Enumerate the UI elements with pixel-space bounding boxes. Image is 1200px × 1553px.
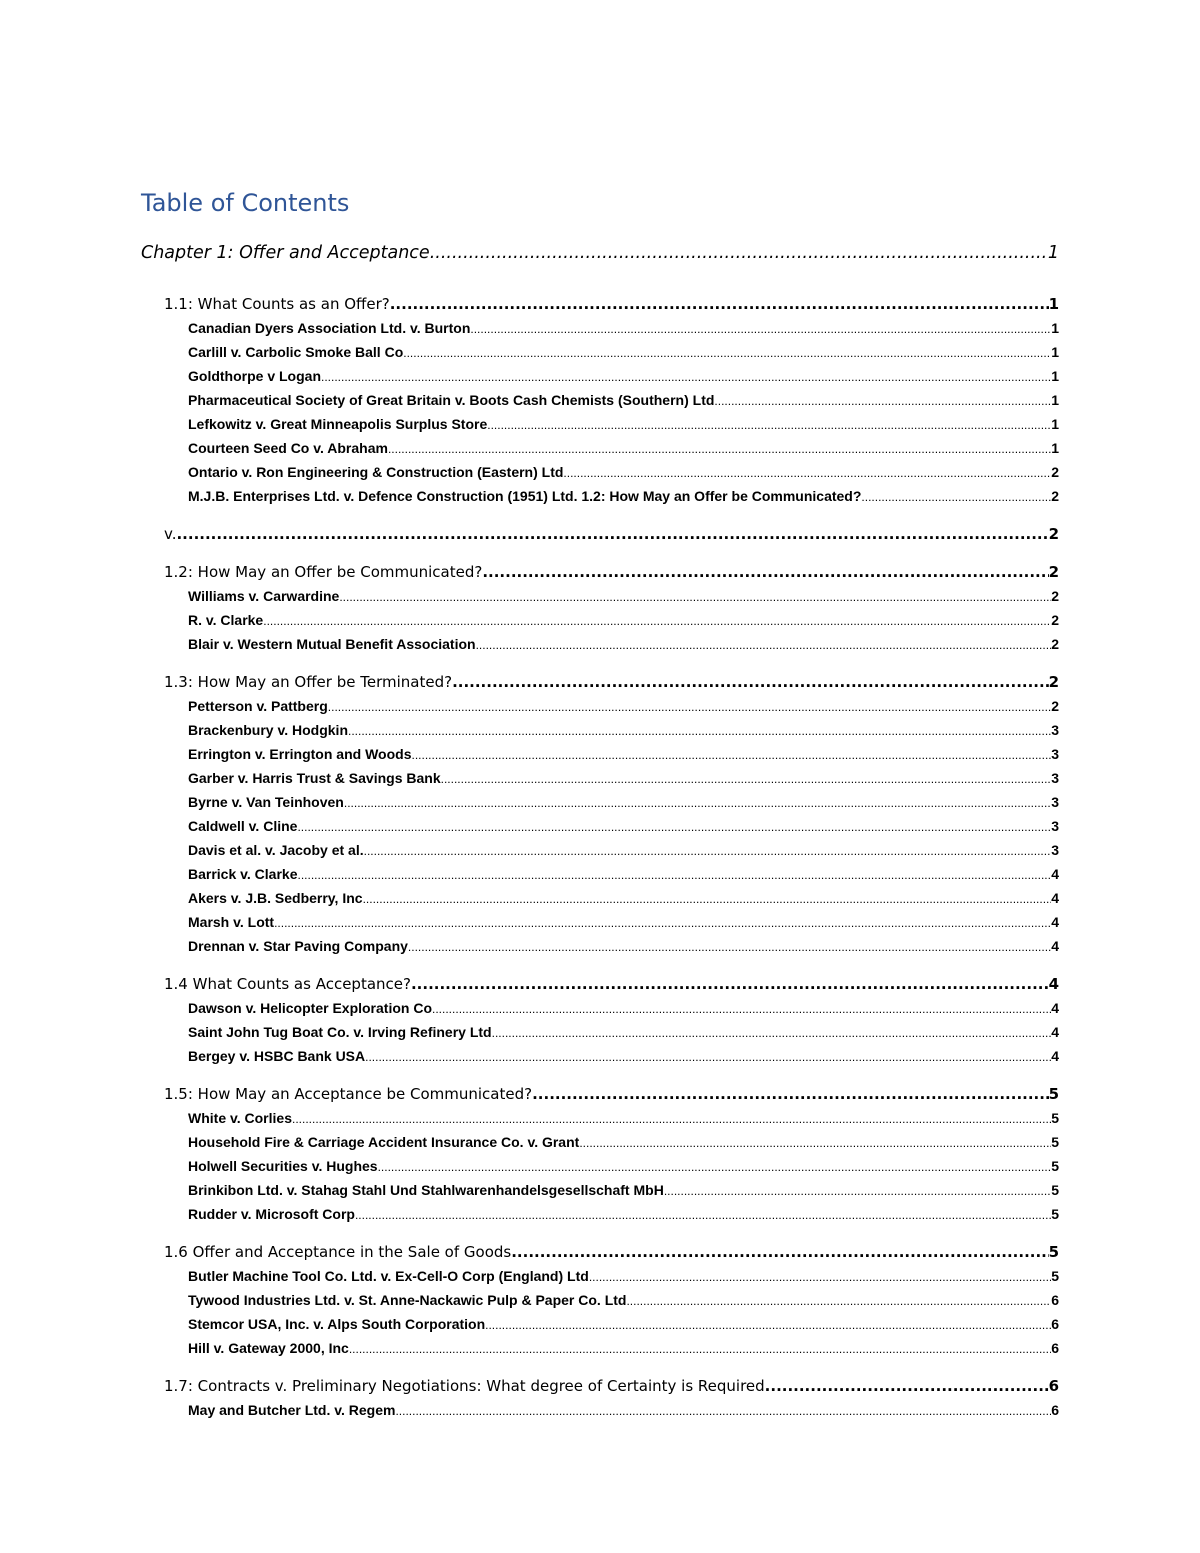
toc-case-entry[interactable] [141,1044,1059,1068]
toc-entry-page: 2 [1051,636,1059,652]
toc-entry-page: 3 [1051,722,1059,738]
toc-entry-label: Chapter 1: Offer and Acceptance [141,243,430,263]
toc-case-entry[interactable] [141,718,1059,742]
toc-entry-label: Saint John Tug Boat Co. v. Irving Refinery Ltd [188,1024,492,1040]
dot-leader [403,341,1051,364]
toc-entry-label: Brackenbury v. Hodgkin [188,722,349,738]
toc-section-group [141,292,1059,508]
toc-entry-label: Davis et al. v. Jacoby et al. [188,842,364,858]
toc-entry-label: Butler Machine Tool Co. Ltd. v. Ex-Cell-O Corp (England) Ltd [188,1268,589,1284]
toc-entry-label: Barrick v. Clarke [188,866,298,882]
dot-leader [411,972,1049,996]
toc-stray-entry[interactable] [141,522,1059,546]
dot-leader [408,935,1051,958]
toc-entry-page: 6 [1048,1377,1059,1395]
dot-leader [292,1107,1051,1130]
toc-entry-page: 1 [1051,392,1059,408]
toc-entry-label: Williams v. Carwardine [188,588,340,604]
toc-entry-label: v. [164,525,177,543]
dot-leader [328,695,1051,718]
dot-leader [395,1399,1051,1422]
toc-case-entry[interactable] [141,436,1059,460]
toc-entry-page: 2 [1048,673,1059,691]
dot-leader [482,560,1048,584]
toc-case-entry[interactable] [141,886,1059,910]
dot-leader [432,997,1051,1020]
dot-leader [664,1179,1051,1202]
toc-entry-label: Marsh v. Lott [188,914,275,930]
toc-entry-page: 1 [1051,320,1059,336]
toc-case-entry[interactable] [141,1398,1059,1422]
dot-leader [485,1313,1051,1336]
toc-entry-label: Blair v. Western Mutual Benefit Association [188,636,476,652]
toc-entry-label: Holwell Securities v. Hughes [188,1158,378,1174]
toc-case-entry[interactable] [141,790,1059,814]
dot-leader [297,863,1051,886]
toc-entry-page: 2 [1051,612,1059,628]
toc-entry-page: 4 [1051,890,1059,906]
dot-leader [476,633,1052,656]
toc-entry-label: Tywood Industries Ltd. v. St. Anne-Nackawic Pulp & Paper Co. Ltd [188,1292,627,1308]
toc-entry-label: 1.2: How May an Offer be Communicated? [164,563,483,581]
toc-section-entry[interactable] [141,1240,1059,1264]
toc-entry-page: 3 [1051,818,1059,834]
toc-case-entry[interactable] [141,412,1059,436]
toc-case-entry[interactable] [141,996,1059,1020]
dot-leader [411,743,1051,766]
toc-entry-label: 1.5: How May an Acceptance be Communicated? [164,1085,533,1103]
toc-entry-page: 4 [1051,1024,1059,1040]
toc-entry-page: 2 [1048,563,1059,581]
toc-entry-page: 5 [1051,1134,1059,1150]
toc-case-entry[interactable] [141,1154,1059,1178]
toc-case-entry[interactable] [141,1178,1059,1202]
toc-section-group [141,1240,1059,1360]
toc-entry-label: 1.4 What Counts as Acceptance? [164,975,411,993]
toc-entry-page: 1 [1051,416,1059,432]
toc-entry-page: 2 [1051,698,1059,714]
dot-leader [355,1203,1051,1226]
dot-leader [765,1374,1049,1398]
dot-leader [263,609,1051,632]
toc-case-entry[interactable] [141,694,1059,718]
toc-entry-page: 4 [1048,975,1059,993]
dot-leader [470,317,1051,340]
toc-entry-label: Petterson v. Pattberg [188,698,328,714]
toc-list [141,240,1059,1436]
toc-section-entry[interactable] [141,670,1059,694]
toc-entry-label: Carlill v. Carbolic Smoke Ball Co [188,344,404,360]
dot-leader [363,887,1052,910]
toc-entry-page: 3 [1051,794,1059,810]
dot-leader [563,461,1051,484]
toc-entry-label: White v. Corlies [188,1110,292,1126]
toc-section-group [141,560,1059,656]
dot-leader [365,1045,1051,1068]
dot-leader [344,791,1051,814]
toc-section-entry[interactable] [141,1082,1059,1106]
toc-entry-page: 6 [1051,1316,1059,1332]
toc-entry-page: 6 [1051,1292,1059,1308]
toc-section-entry[interactable] [141,1374,1059,1398]
toc-entry-page: 4 [1051,866,1059,882]
toc-entry-page: 1 [1051,344,1059,360]
toc-entry-label: 1.6 Offer and Acceptance in the Sale of Goods [164,1243,512,1261]
toc-entry-label: May and Butcher Ltd. v. Regem [188,1402,396,1418]
toc-entry-page: 1 [1051,368,1059,384]
toc-case-entry[interactable] [141,1336,1059,1360]
toc-entry-page: 5 [1051,1182,1059,1198]
toc-case-entry[interactable] [141,862,1059,886]
toc-entry-page: 2 [1051,588,1059,604]
toc-entry-label: Akers v. J.B. Sedberry, Inc [188,890,363,906]
toc-entry-page: 2 [1051,464,1059,480]
dot-leader [626,1289,1051,1312]
toc-case-entry[interactable] [141,388,1059,412]
toc-case-entry[interactable] [141,608,1059,632]
dot-leader [274,911,1051,934]
toc-title: Table of Contents [141,189,350,217]
toc-section-group [141,1374,1059,1422]
toc-case-entry[interactable] [141,1202,1059,1226]
toc-section-group [141,1082,1059,1226]
toc-section-entry[interactable] [141,972,1059,996]
toc-chapter-entry[interactable] [141,240,1059,266]
toc-entry-page: 1 [1047,243,1059,263]
toc-case-entry[interactable] [141,1020,1059,1044]
toc-section-entry[interactable] [141,560,1059,584]
toc-entry-page: 1 [1051,440,1059,456]
dot-leader [441,767,1052,790]
toc-entry-page: 5 [1051,1206,1059,1222]
toc-entry-label: Hill v. Gateway 2000, Inc [188,1340,349,1356]
dot-leader [487,413,1051,436]
dot-leader [339,585,1051,608]
toc-case-entry[interactable] [141,364,1059,388]
toc-entry-page: 5 [1051,1110,1059,1126]
toc-case-entry[interactable] [141,1264,1059,1288]
dot-leader [532,1082,1048,1106]
toc-case-entry[interactable] [141,838,1059,862]
dot-leader [364,839,1052,862]
toc-entry-page: 3 [1051,842,1059,858]
toc-case-entry[interactable] [141,1106,1059,1130]
toc-entry-label: 1.3: How May an Offer be Terminated? [164,673,453,691]
toc-entry-page: 5 [1051,1268,1059,1284]
toc-entry-label: R. v. Clarke [188,612,264,628]
toc-case-entry[interactable] [141,484,1059,508]
toc-entry-label: Household Fire & Carriage Accident Insurance Co. v. Grant [188,1134,580,1150]
toc-entry-page: 4 [1051,914,1059,930]
toc-entry-page: 4 [1051,938,1059,954]
toc-entry-page: 3 [1051,746,1059,762]
toc-entry-label: Garber v. Harris Trust & Savings Bank [188,770,441,786]
toc-case-entry[interactable] [141,934,1059,958]
toc-case-entry[interactable] [141,1130,1059,1154]
toc-entry-label: Stemcor USA, Inc. v. Alps South Corporation [188,1316,486,1332]
dot-leader [452,670,1049,694]
toc-entry-page: 2 [1051,488,1059,504]
toc-entry-page: 1 [1048,295,1059,313]
toc-case-entry[interactable] [141,584,1059,608]
toc-stray-group [141,522,1059,546]
toc-entry-page: 4 [1051,1048,1059,1064]
toc-entry-page: 6 [1051,1340,1059,1356]
dot-leader [492,1021,1052,1044]
toc-entry-label: Ontario v. Ron Engineering & Construction (Eastern) Ltd [188,464,564,480]
toc-case-entry[interactable] [141,910,1059,934]
toc-case-entry[interactable] [141,316,1059,340]
toc-case-entry[interactable] [141,1288,1059,1312]
toc-entry-page: 3 [1051,770,1059,786]
dot-leader [378,1155,1052,1178]
toc-entry-label: Byrne v. Van Teinhoven [188,794,344,810]
toc-entry-label: Rudder v. Microsoft Corp [188,1206,355,1222]
toc-entry-page: 5 [1048,1243,1059,1261]
toc-entry-label: Pharmaceutical Society of Great Britain v. Boots Cash Chemists (Southern) Ltd [188,392,715,408]
toc-case-entry[interactable] [141,340,1059,364]
toc-entry-label: Goldthorpe v Logan [188,368,321,384]
dot-leader [430,240,1048,266]
toc-entry-page: 6 [1051,1402,1059,1418]
toc-entry-label: Caldwell v. Cline [188,818,298,834]
dot-leader [714,389,1051,412]
toc-section-entry[interactable] [141,292,1059,316]
dot-leader [579,1131,1051,1154]
dot-leader [589,1265,1051,1288]
dot-leader [297,815,1051,838]
toc-entry-label: 1.1: What Counts as an Offer? [164,295,390,313]
toc-case-entry[interactable] [141,814,1059,838]
toc-section-group [141,972,1059,1068]
toc-section-group [141,670,1059,958]
toc-entry-label: Courteen Seed Co v. Abraham [188,440,388,456]
toc-entry-label: Lefkowitz v. Great Minneapolis Surplus Store [188,416,488,432]
dot-leader [388,437,1051,460]
toc-case-entry[interactable] [141,1312,1059,1336]
toc-case-entry[interactable] [141,460,1059,484]
toc-case-entry[interactable] [141,632,1059,656]
toc-entry-label: Brinkibon Ltd. v. Stahag Stahl Und Stahlwarenhandelsgesellschaft MbH [188,1182,664,1198]
toc-case-entry[interactable] [141,766,1059,790]
toc-entry-label: Errington v. Errington and Woods [188,746,412,762]
toc-entry-label: Bergey v. HSBC Bank USA [188,1048,366,1064]
dot-leader [390,292,1049,316]
toc-case-entry[interactable] [141,742,1059,766]
dot-leader [511,1240,1048,1264]
toc-entry-page: 5 [1051,1158,1059,1174]
toc-entry-page: 4 [1051,1000,1059,1016]
dot-leader [348,719,1051,742]
dot-leader [349,1337,1051,1360]
toc-entry-label: M.J.B. Enterprises Ltd. v. Defence Construction (1951) Ltd. 1.2: How May an Offer be Communicated? [188,488,862,504]
toc-entry-label: Drennan v. Star Paving Company [188,938,408,954]
toc-entry-page: 5 [1048,1085,1059,1103]
toc-entry-page: 2 [1048,525,1059,543]
toc-entry-label: 1.7: Contracts v. Preliminary Negotiations: What degree of Certainty is Required [164,1377,765,1395]
dot-leader [176,522,1048,546]
toc-entry-label: Canadian Dyers Association Ltd. v. Burton [188,320,471,336]
dot-leader [861,485,1051,508]
dot-leader [321,365,1051,388]
toc-entry-label: Dawson v. Helicopter Exploration Co [188,1000,433,1016]
